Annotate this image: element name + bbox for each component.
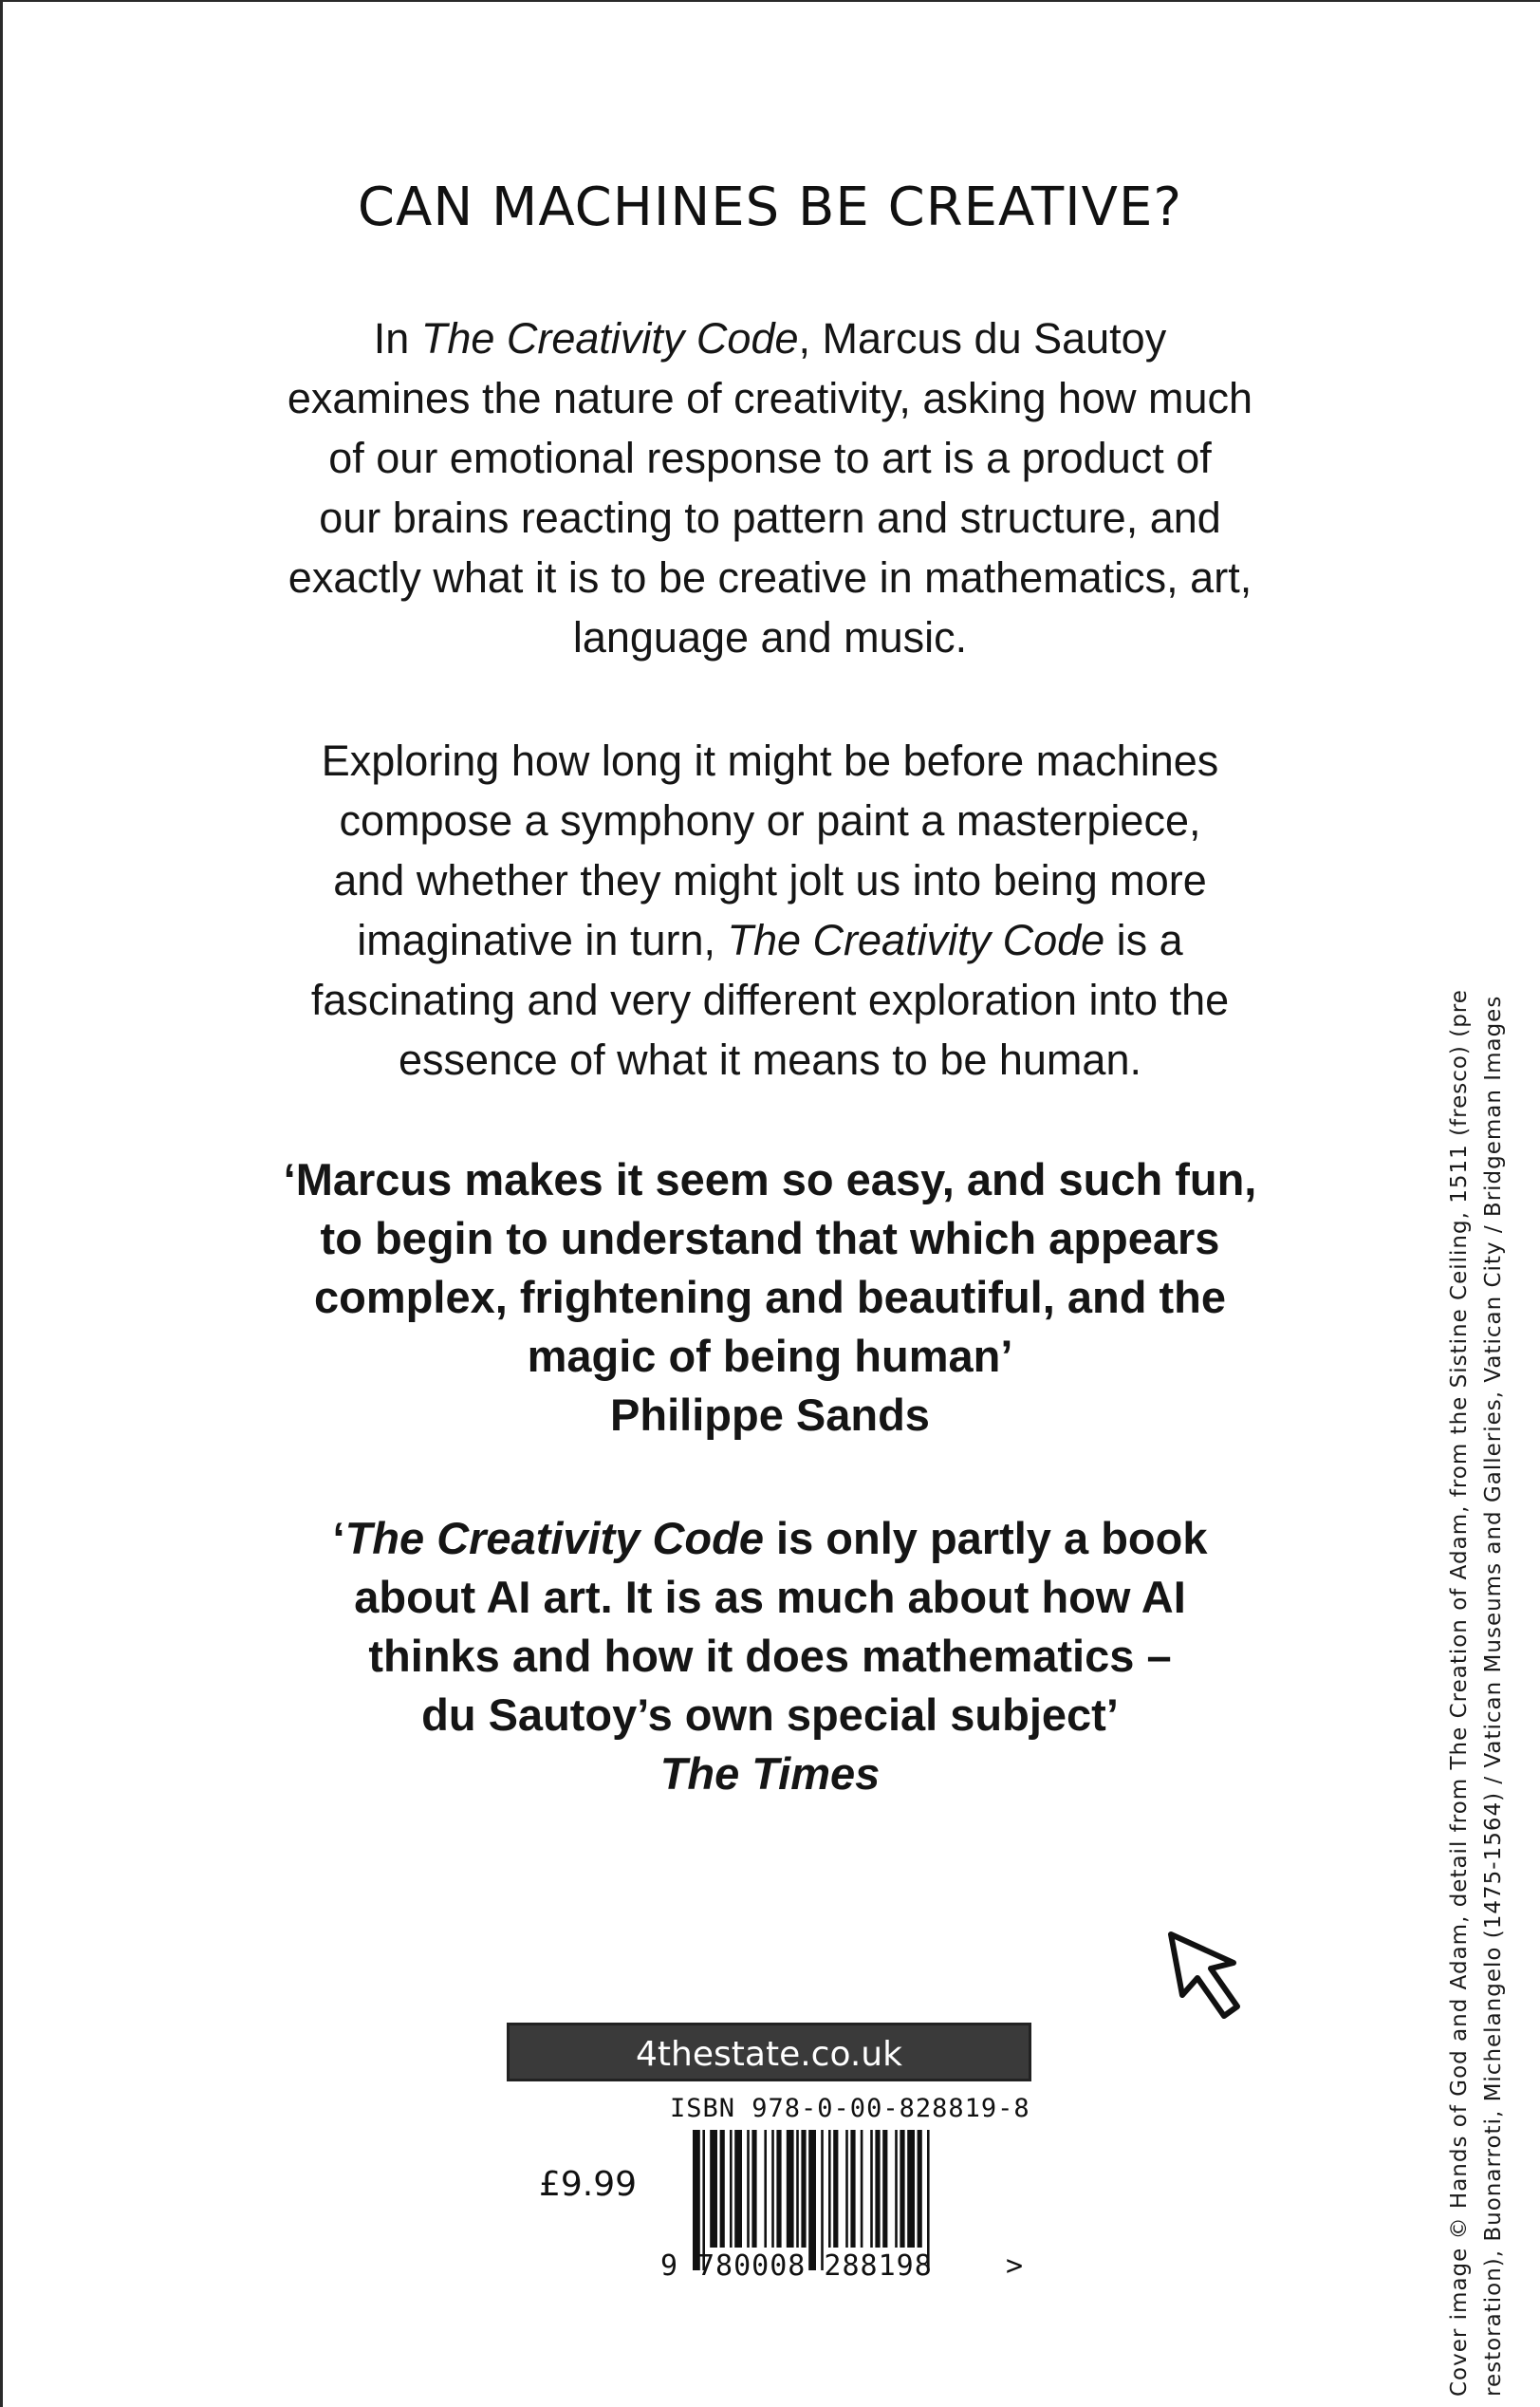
barcode-right-mark: > — [1006, 2249, 1024, 2283]
quote-1-line-3: complex, frightening and beautiful, and the — [314, 1272, 1226, 1322]
barcode-bar — [918, 2130, 922, 2248]
blurb-1-line-2: examines the nature of creativity, asking how much — [287, 374, 1253, 422]
book-title-italic: The Creativity Code — [420, 314, 799, 363]
quote-1-line-4: magic of being human’ — [527, 1331, 1013, 1381]
blurb-1-line-4: our brains reacting to pattern and structure, and — [319, 494, 1221, 542]
barcode-left-digit: 9 — [660, 2249, 678, 2283]
quote-1-line-2: to begin to understand that which appears — [320, 1213, 1220, 1263]
book-title-italic: The Creativity Code — [344, 1513, 764, 1563]
barcode-bar — [751, 2130, 756, 2248]
price-label: £9.99 — [539, 2165, 638, 2204]
blurb-2-line-1: Exploring how long it might be before machines — [321, 737, 1219, 785]
barcode-bar — [710, 2130, 717, 2248]
blurb-2-line-4-pre: imaginative in turn, — [357, 916, 728, 964]
quote-1-line-1: ‘Marcus makes it seem so easy, and such fun, — [283, 1154, 1257, 1204]
blurb-2-line-3: and whether they might jolt us into being more — [333, 856, 1207, 905]
blurb-1-line-6: language and music. — [572, 613, 968, 662]
cover-image-credit — [1442, 989, 1511, 2397]
quote-1-attribution: Philippe Sands — [610, 1390, 930, 1440]
blurb-2-line-5: fascinating and very different exploration into the — [310, 976, 1230, 1024]
barcode-bar — [776, 2130, 781, 2248]
quote-2-line-1 — [190, 1509, 1350, 1568]
blurb-1-line-5: exactly what it is to be creative in mathematics, art, — [288, 553, 1252, 602]
barcode-bar — [801, 2130, 806, 2248]
book-title-italic: The Creativity Code — [727, 916, 1105, 964]
isbn-label: ISBN 978-0-00-828819-8 — [670, 2094, 1030, 2123]
publisher-url-banner: 4thestate.co.uk — [507, 2023, 1031, 2081]
barcode-bar — [720, 2130, 725, 2248]
barcode-bar — [861, 2130, 863, 2248]
barcode-bar — [796, 2130, 799, 2248]
blurb-1-line-1-pre: In — [373, 314, 421, 363]
barcode-bar — [845, 2130, 848, 2248]
blurb-paragraph-1 — [190, 308, 1350, 667]
barcode-bar — [787, 2130, 794, 2248]
barcode-bar — [907, 2130, 915, 2248]
barcode-bar — [747, 2130, 750, 2248]
barcode-bar — [895, 2130, 898, 2248]
barcode-bar — [850, 2130, 855, 2248]
blurb-1-line-3: of our emotional response to art is a product of — [328, 434, 1212, 482]
review-quote-2 — [190, 1509, 1350, 1803]
blurb-1-line-1 — [190, 308, 1350, 368]
barcode-bar — [870, 2130, 873, 2248]
credit-line-2: restoration), Buonarroti, Michelangelo (1475-1564) / Vatican Museums and Galleries, Vatican City / Bridgeman Images — [1481, 995, 1506, 2397]
barcode-bar — [828, 2130, 831, 2248]
quote-2-open-mark: ‘ — [332, 1513, 345, 1563]
credit-line-1: Cover image © Hands of God and Adam, detail from The Creation of Adam, from the Sistine Ceiling, 1511 (fresco) (pre — [1447, 989, 1472, 2397]
barcode-bar — [875, 2130, 880, 2248]
blurb-2-line-2: compose a symphony or paint a masterpiece, — [339, 796, 1201, 845]
mouse-pointer-icon — [1165, 1929, 1260, 2033]
blurb-paragraph-2 — [190, 731, 1350, 1090]
barcode-digits: 780008 288198 — [697, 2249, 933, 2283]
quote-2-line-2: about AI art. It is as much about how AI — [354, 1572, 1186, 1622]
blurb-2-line-4 — [190, 910, 1350, 970]
barcode-bar — [764, 2130, 767, 2248]
blurb-2-line-4-post: is a — [1104, 916, 1183, 964]
quote-2-attribution: The Times — [659, 1748, 881, 1799]
quote-2-line-1-post: is only partly a book — [763, 1513, 1208, 1563]
barcode-bar — [882, 2130, 887, 2248]
barcode-bar — [730, 2130, 733, 2248]
quote-2-line-4: du Sautoy’s own special subject’ — [421, 1689, 1119, 1740]
barcode-bar — [900, 2130, 904, 2248]
barcode-bar — [734, 2130, 742, 2248]
blurb-2-line-6: essence of what it means to be human. — [399, 1036, 1141, 1084]
review-quote-1 — [190, 1150, 1350, 1445]
blurb-1-line-1-post: , Marcus du Sautoy — [798, 314, 1167, 363]
quote-2-line-3: thinks and how it does mathematics – — [368, 1631, 1172, 1681]
cover-heading: CAN MACHINES BE CREATIVE? — [357, 177, 1183, 238]
barcode-bar — [833, 2130, 838, 2248]
barcode-bar — [771, 2130, 774, 2248]
